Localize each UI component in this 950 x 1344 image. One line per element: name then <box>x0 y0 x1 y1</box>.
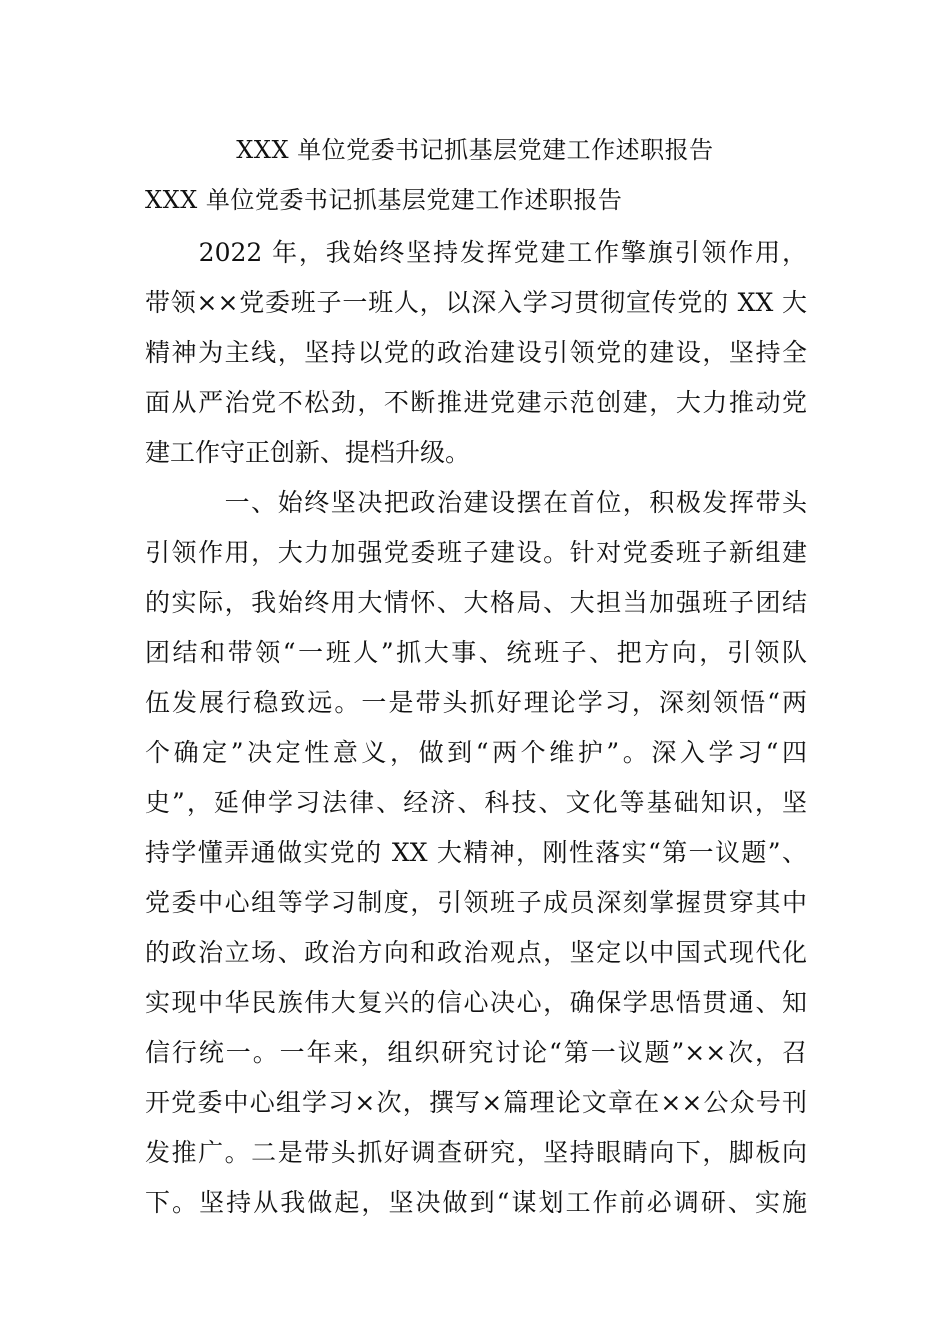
paragraph-intro <box>145 228 807 478</box>
paragraph-line: 实现中华民族伟大复兴的信心决心，确保学思悟贯通、知 <box>145 988 807 1017</box>
paragraph-line: 开党委中心组学习×次，撰写×篇理论文章在××公众号刊 <box>145 1088 807 1117</box>
paragraph-line: 建工作守正创新、提档升级。 <box>145 438 471 467</box>
paragraph-line: 精神为主线，坚持以党的政治建设引领党的建设，坚持全 <box>145 338 807 367</box>
paragraph-line: 史”，延伸学习法律、经济、科技、文化等基础知识，坚 <box>145 788 807 817</box>
paragraph-line: 下。坚持从我做起，坚决做到“谋划工作前必调研、实施 <box>145 1188 807 1217</box>
paragraph-section-one <box>145 478 807 1228</box>
paragraph-line: 个确定”决定性意义，做到“两个维护”。深入学习“四 <box>145 738 807 767</box>
paragraph-line: 带领××党委班子一班人，以深入学习贯彻宣传党的 XX 大 <box>145 288 807 317</box>
document-title-centered: XXX 单位党委书记抓基层党建工作述职报告 <box>236 136 714 164</box>
paragraph-line: 团结和带领“一班人”抓大事、统班子、把方向，引领队 <box>145 638 807 667</box>
paragraph-line: 引领作用，大力加强党委班子建设。针对党委班子新组建 <box>145 538 807 567</box>
paragraph-line: 2022 年，我始终坚持发挥党建工作擎旗引领作用， <box>145 238 807 267</box>
paragraph-line: 的实际，我始终用大情怀、大格局、大担当加强班子团结 <box>145 588 807 617</box>
paragraph-line: 党委中心组等学习制度，引领班子成员深刻掌握贯穿其中 <box>145 888 807 917</box>
document-title-left: XXX 单位党委书记抓基层党建工作述职报告 <box>145 186 623 214</box>
paragraph-line: 信行统一。一年来，组织研究讨论“第一议题”××次，召 <box>145 1038 807 1067</box>
paragraph-line: 的政治立场、政治方向和政治观点，坚定以中国式现代化 <box>145 938 807 967</box>
paragraph-line: 发推广。二是带头抓好调查研究，坚持眼睛向下，脚板向 <box>145 1138 807 1167</box>
paragraph-line: 一、始终坚决把政治建设摆在首位，积极发挥带头 <box>145 488 807 517</box>
paragraph-line: 面从严治党不松劲，不断推进党建示范创建，大力推动党 <box>145 388 807 417</box>
paragraph-line: 持学懂弄通做实党的 XX 大精神，刚性落实“第一议题”、 <box>145 838 807 867</box>
paragraph-line: 伍发展行稳致远。一是带头抓好理论学习，深刻领悟“两 <box>145 688 807 717</box>
